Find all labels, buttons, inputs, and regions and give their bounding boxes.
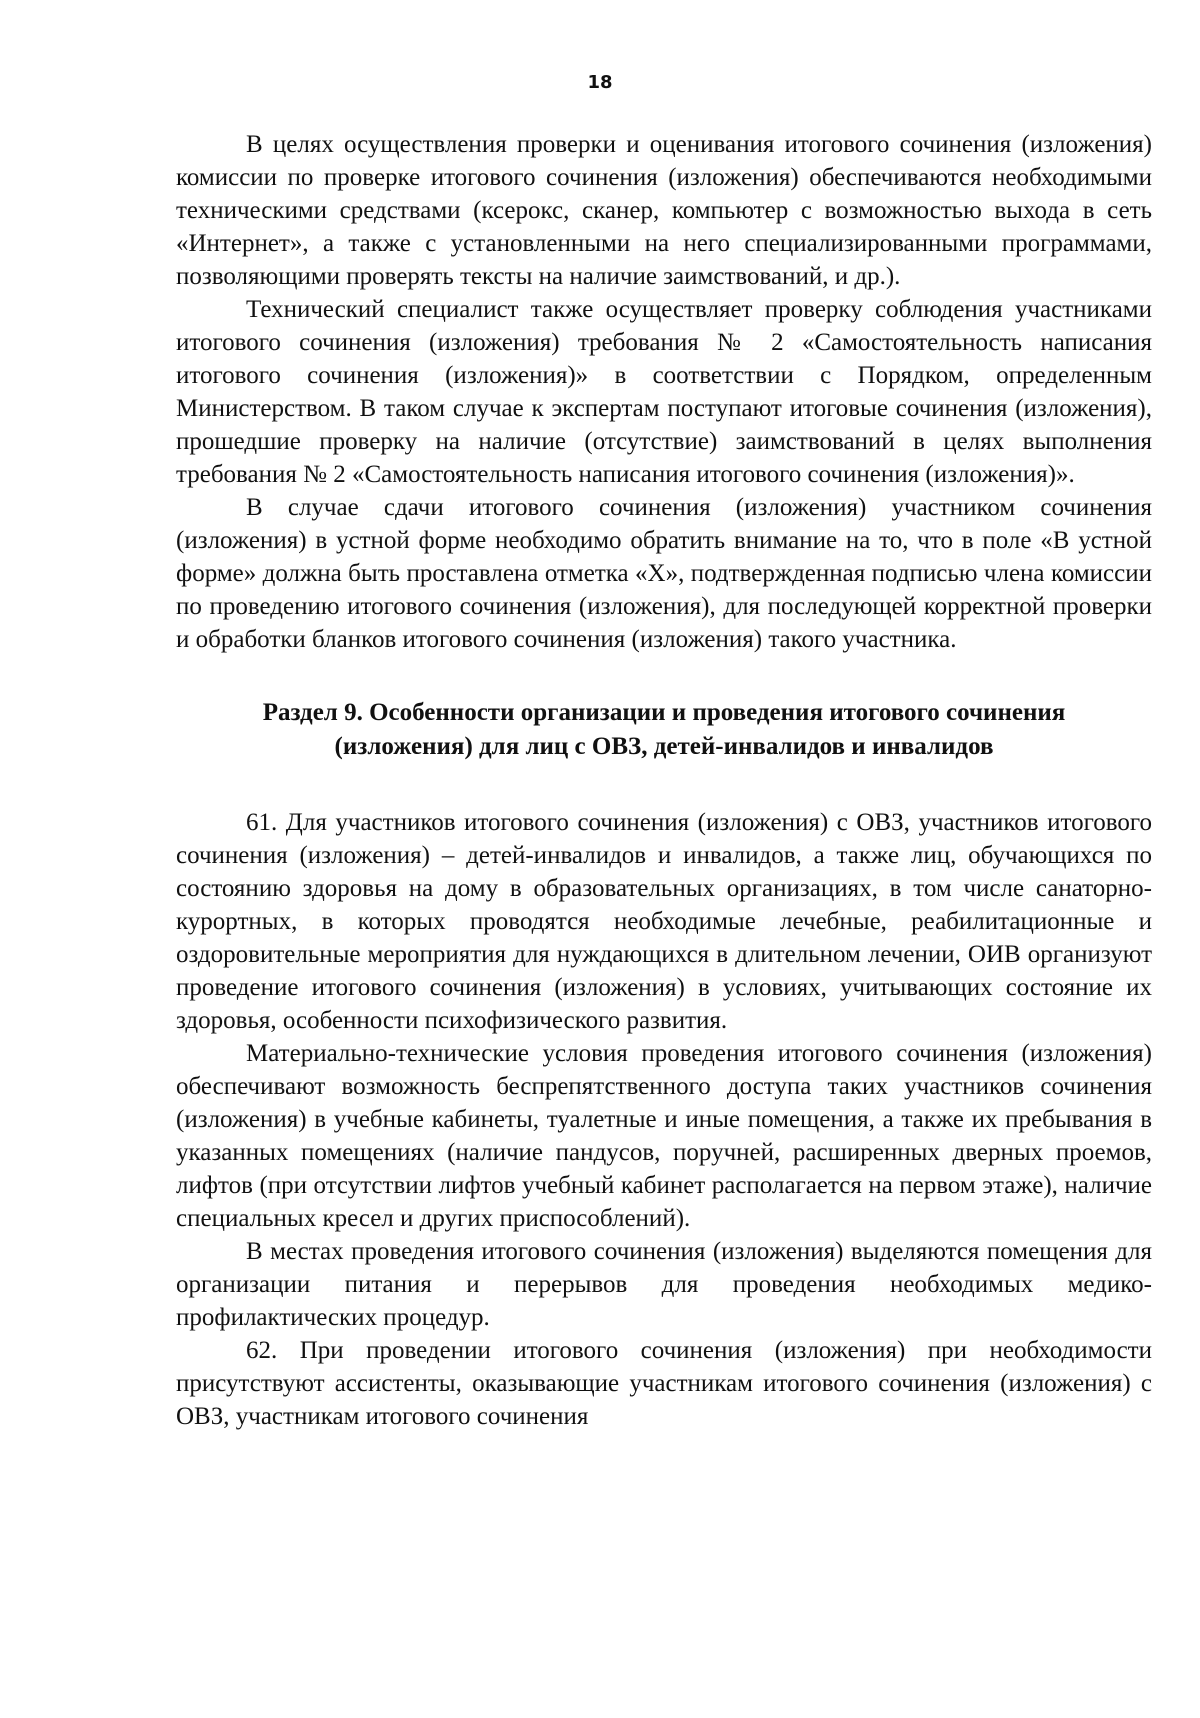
section-heading-line-2: (изложения) для лиц с ОВЗ, детей-инвалидов и инвалидов	[334, 733, 994, 760]
paragraph-oral-form: В случае сдачи итогового сочинения (изложения) участником сочинения (изложения) в устной форме необходимо обратить внимание на то, что в поле «В устной форме» должна быть проставлена отметка «Х», подтвержденная подписью члена комиссии по проведению итогового сочинения (изложения), для последующей корректной проверки и обработки бланков итогового сочинения (изложения) такого участника.	[176, 494, 1152, 653]
paragraph-technical-means: В целях осуществления проверки и оценивания итогового сочинения (изложения) комиссии по проверке итогового сочинения (изложения) обеспечиваются необходимыми техническими средствами (ксерокс, сканер, компьютер с возможностью выхода в сеть «Интернет», а также с установленными на него специализированными программами, позволяющими проверять тексты на наличие заимствований, и др.).	[176, 131, 1152, 290]
section-heading	[176, 696, 1152, 764]
page-number: 18	[587, 72, 613, 93]
paragraph-premises: В местах проведения итогового сочинения (изложения) выделяются помещения для организации питания и перерывов для проведения необходимых медико-профилактических процедур.	[176, 1238, 1152, 1331]
paragraph-technical-specialist: Технический специалист также осуществляет проверку соблюдения участниками итогового сочинения (изложения) требования № 2 «Самостоятельность написания итогового сочинения (изложения)» в соответствии с Порядком, определенным Министерством. В таком случае к экспертам поступают итоговые сочинения (изложения), прошедшие проверку на наличие (отсутствие) заимствований в целях выполнения требования № 2 «Самостоятельность написания итогового сочинения (изложения)».	[176, 296, 1152, 488]
paragraph-62: 62. При проведении итогового сочинения (изложения) при необходимости присутствуют ассистенты, оказывающие участникам итогового сочинения (изложения) с ОВЗ, участникам итогового сочинения	[176, 1337, 1152, 1430]
document-body	[176, 128, 1152, 1433]
section-heading-line-1: Раздел 9. Особенности организации и проведения итогового сочинения	[262, 699, 1066, 726]
paragraph-material-conditions: Материально-технические условия проведения итогового сочинения (изложения) обеспечивают возможность беспрепятственного доступа таких участников сочинения (изложения) в учебные кабинеты, туалетные и иные помещения, а также их пребывания в указанных помещениях (наличие пандусов, поручней, расширенных дверных проемов, лифтов (при отсутствии лифтов учебный кабинет располагается на первом этаже), наличие специальных кресел и других приспособлений).	[176, 1040, 1152, 1232]
paragraph-61: 61. Для участников итогового сочинения (изложения) с ОВЗ, участников итогового сочинения (изложения) – детей-инвалидов и инвалидов, а также лиц, обучающихся по состоянию здоровья на дому в образовательных организациях, в том числе санаторно-курортных, в которых проводятся необходимые лечебные, реабилитационные и оздоровительные мероприятия для нуждающихся в длительном лечении, ОИВ организуют проведение итогового сочинения (изложения) в условиях, учитывающих состояние их здоровья, особенности психофизического развития.	[176, 809, 1152, 1034]
